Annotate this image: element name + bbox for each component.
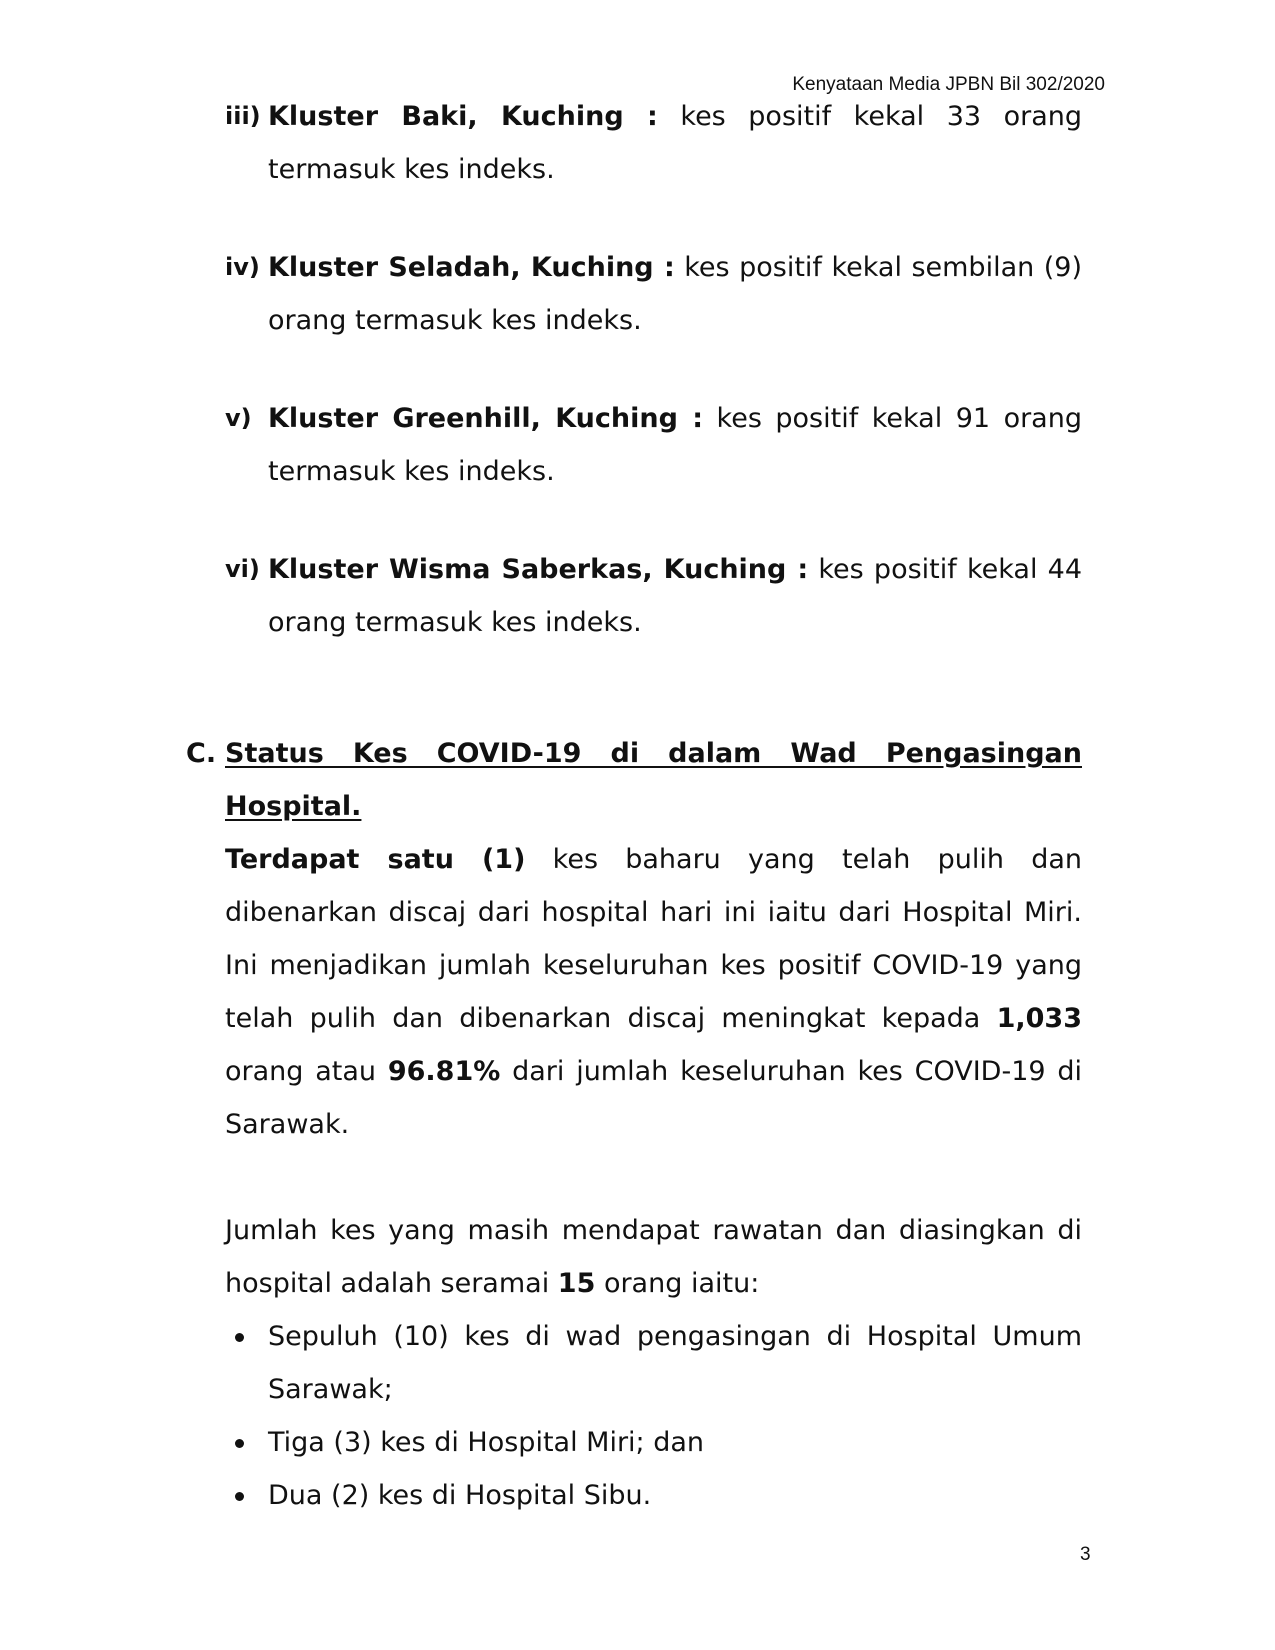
cluster-name: Kluster Greenhill, Kuching :	[268, 403, 704, 434]
item-number: vi)	[225, 555, 260, 583]
list-item: Sepuluh (10) kes di wad pengasingan di Hospital Umum Sarawak;	[225, 1310, 1082, 1416]
total-recovered: 1,033	[996, 1003, 1082, 1034]
page-number: 3	[1080, 1544, 1091, 1565]
cluster-item	[225, 241, 1082, 347]
cluster-name: Kluster Wisma Saberkas, Kuching :	[268, 554, 809, 585]
page-header: Kenyataan Media JPBN Bil 302/2020	[792, 74, 1105, 95]
section-letter: C.	[186, 738, 217, 769]
cluster-text: kes positif kekal 91 orang termasuk kes indeks.	[268, 403, 1082, 487]
recovery-percentage: 96.81%	[387, 1056, 501, 1087]
list-item: Dua (2) kes di Hospital Sibu.	[225, 1469, 1082, 1522]
item-body	[268, 392, 1082, 498]
section-c	[186, 727, 1082, 1522]
recovery-paragraph: Terdapat satu (1) kes baharu yang telah pulih dan dibenarkan discaj dari hospital hari ini iaitu dari Hospital Miri. Ini menjadikan jumlah keseluruhan kes positif COVID-19 yang telah pulih dan dibenarkan discaj meningkat kepada 1,033 orang atau 96.81% dari jumlah keseluruhan kes COVID-19 di Sarawak.	[225, 844, 1083, 1140]
section-title: Status Kes COVID-19 di dalam Wad Pengasingan Hospital.	[225, 738, 1082, 822]
cluster-item	[225, 90, 1082, 196]
item-body	[268, 543, 1082, 649]
bullet-icon	[235, 1439, 244, 1448]
item-body	[268, 241, 1082, 347]
item-number: iv)	[225, 253, 260, 281]
hospital-list	[225, 1310, 1082, 1522]
section-content	[225, 727, 1082, 1522]
cluster-item	[225, 392, 1082, 498]
item-body	[268, 90, 1082, 196]
item-number: v)	[225, 404, 252, 432]
cluster-name: Kluster Seladah, Kuching :	[268, 252, 675, 283]
item-number: iii)	[225, 102, 261, 130]
cluster-text: kes positif kekal 44 orang termasuk kes indeks.	[268, 554, 1082, 638]
new-recovery-count: Terdapat satu (1)	[225, 844, 526, 875]
cluster-text: kes positif kekal 33 orang termasuk kes indeks.	[268, 101, 1083, 185]
list-item: Tiga (3) kes di Hospital Miri; dan	[225, 1416, 1082, 1469]
bullet-icon	[235, 1492, 244, 1501]
treatment-paragraph: Jumlah kes yang masih mendapat rawatan dan diasingkan di hospital adalah seramai 15 orang iaitu:	[225, 1215, 1082, 1299]
cases-in-treatment: 15	[557, 1268, 596, 1299]
cluster-name: Kluster Baki, Kuching :	[268, 101, 658, 132]
cluster-item	[225, 543, 1082, 649]
cluster-text: kes positif kekal sembilan (9) orang termasuk kes indeks.	[268, 252, 1082, 336]
bullet-icon	[235, 1333, 244, 1342]
